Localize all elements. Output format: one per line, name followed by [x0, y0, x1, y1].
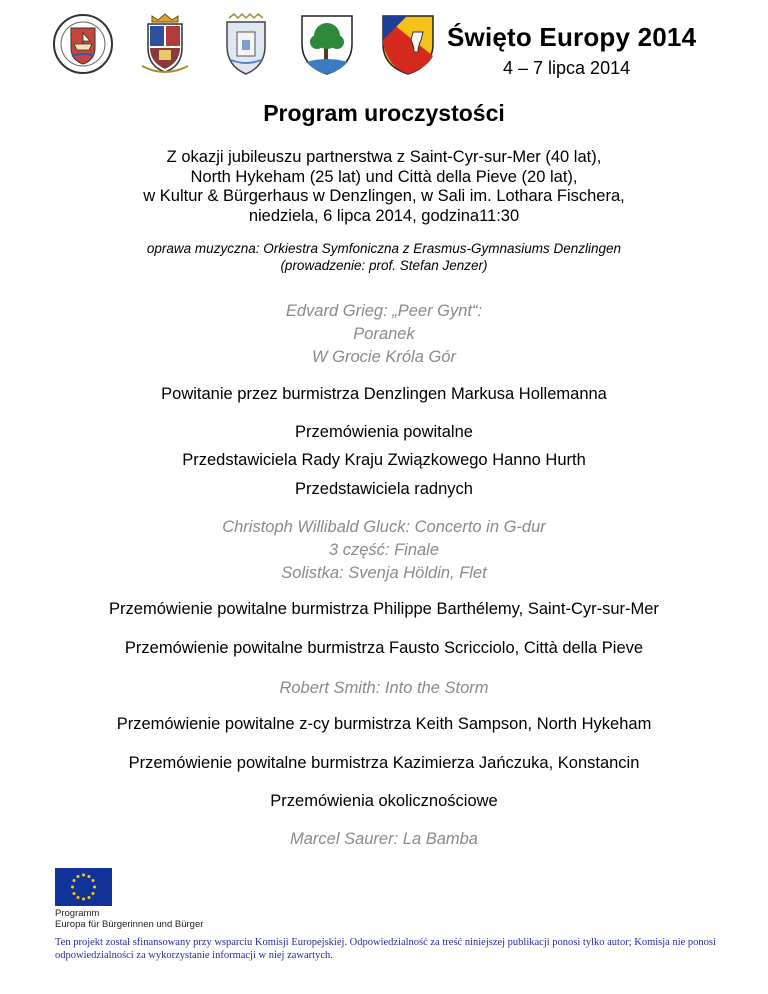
- crest-citta-della-pieve-icon: [134, 10, 196, 78]
- music-piece-saurer: Marcel Saurer: La Bamba: [289, 830, 478, 848]
- program-item-councillors-rep: Przedstawiciela radnych: [295, 480, 473, 498]
- music-note-line: (prowadzenie: prof. Stefan Jenzer): [280, 258, 488, 273]
- program-item-speech-hykeham: Przemówienie powitalne z-cy burmistrza Keith Sampson, North Hykeham: [116, 715, 652, 733]
- crest-saint-cyr-icon: [52, 10, 114, 78]
- crest-konstancin-icon: [296, 10, 358, 78]
- program-item-speech-konstancin: Przemówienie powitalne burmistrza Kazimierza Jańczuka, Konstancin: [128, 754, 640, 772]
- music-note-line: oprawa muzyczna: Orkiestra Symfoniczna z Erasmus-Gymnasiums Denzlingen: [146, 241, 622, 256]
- program-item-welcome-speeches: Przemówienia powitalne: [295, 423, 473, 441]
- music-line: Solistka: Svenja Höldin, Flet: [281, 564, 487, 582]
- eu-program-line: Europa für Bürgerinnen und Bürger: [55, 919, 204, 930]
- crest-north-hykeham-icon: [215, 10, 277, 78]
- intro-text: [0, 148, 768, 226]
- intro-line: w Kultur & Bürgerhaus w Denzlingen, w Sali im. Lothara Fischera,: [143, 187, 625, 205]
- event-title: Święto Europy 2014: [447, 22, 697, 52]
- music-line: Edvard Grieg: „Peer Gynt“:: [285, 302, 483, 320]
- program-item-state-rep: Przedstawiciela Rady Kraju Związkowego Hanno Hurth: [182, 451, 586, 469]
- program-item-occasional-speeches: Przemówienia okolicznościowe: [270, 792, 498, 810]
- eu-program-line: Programm: [55, 908, 100, 919]
- music-line: 3 część: Finale: [328, 541, 440, 559]
- intro-line: Z okazji jubileuszu partnerstwa z Saint-Cyr-sur-Mer (40 lat),: [166, 148, 602, 166]
- music-line: Poranek: [353, 325, 415, 343]
- page-header: [0, 10, 768, 80]
- music-piece-grieg: [0, 300, 768, 369]
- crest-denzlingen-icon: [377, 10, 439, 78]
- program-item-speech-citta: Przemówienie powitalne burmistrza Fausto Scricciolo, Città della Pieve: [124, 639, 644, 657]
- event-dates: 4 – 7 lipca 2014: [503, 58, 631, 78]
- music-line: W Grocie Króla Gór: [312, 348, 456, 366]
- eu-flag-icon: [55, 868, 112, 906]
- program-title: Program uroczystości: [263, 100, 505, 126]
- music-line: Christoph Willibald Gluck: Concerto in G-dur: [222, 518, 546, 536]
- eu-program-label: [55, 908, 203, 930]
- program-item-welcome-mayor: Powitanie przez burmistrza Denzlingen Markusa Hollemanna: [161, 385, 607, 403]
- music-piece-smith: Robert Smith: Into the Storm: [279, 679, 489, 697]
- program-item-speech-saint-cyr: Przemówienie powitalne burmistrza Philippe Barthélemy, Saint-Cyr-sur-Mer: [109, 600, 659, 618]
- intro-line: niedziela, 6 lipca 2014, godzina11:30: [248, 206, 520, 225]
- funding-disclaimer: Ten projekt został sfinansowany przy wsparciu Komisji Europejskiej. Odpowiedzialność za treść niniejszej publikacji ponosi tylko autor; Komisja nie ponosi odpowiedzialności za wykorzystanie informacji w niej zawartych.: [55, 937, 716, 961]
- music-piece-gluck: [0, 516, 768, 585]
- intro-line: North Hykeham (25 lat) und Città della Pieve (20 lat),: [190, 167, 578, 186]
- music-note: [0, 240, 768, 274]
